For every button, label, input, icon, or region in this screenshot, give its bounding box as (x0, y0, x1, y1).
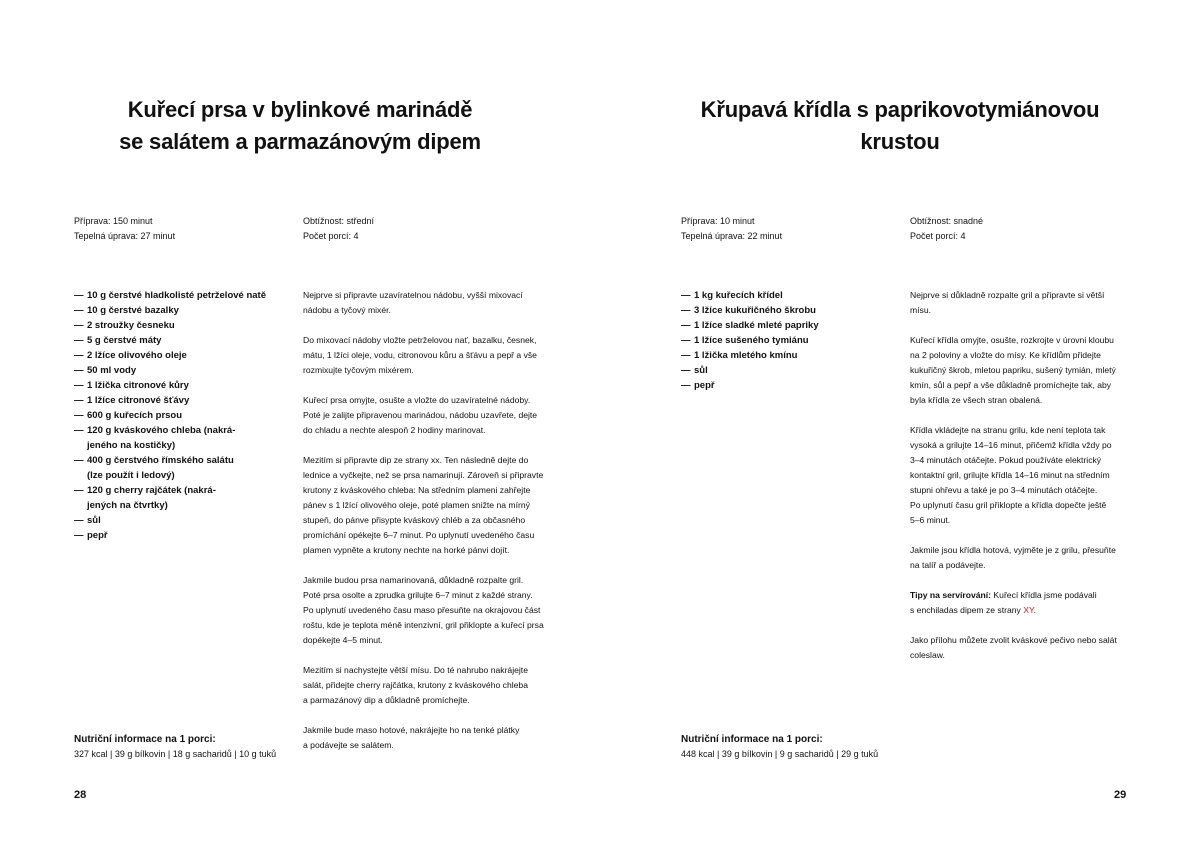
ingredient-item: — 120 g kváskového chleba (nakrá- jeného na kostičky) (74, 423, 274, 453)
method-step: Do mixovací nádoby vložte petrželovou nať, bazalku, česnek, mátu, 1 lžíci oleje, vodu, citronovou kůru a šťávu a pepř a vše rozmixujte tyčovým mixérem. (303, 335, 537, 375)
ingredient-item: — 1 lžička mletého kmínu (681, 348, 881, 363)
ingredient-item: — 1 lžička citronové kůry (74, 378, 274, 393)
ingredient-item: — 10 g čerstvé bazalky (74, 303, 274, 318)
ingredient-item: — 50 ml vody (74, 363, 274, 378)
page-reference: XY (1023, 605, 1034, 615)
nutrition-values: 448 kcal | 39 g bílkovin | 9 g sacharidů | 29 g tuků (681, 749, 879, 759)
difficulty: Obtížnost: střední (303, 216, 375, 226)
method-step: Nejprve si důkladně rozpalte gril a připravte si větší mísu. (910, 290, 1105, 315)
difficulty: Obtížnost: snadné (910, 216, 984, 226)
ingredient-item: — 400 g čerstvého římského salátu (lze použít i ledový) (74, 453, 274, 483)
method-steps (910, 288, 1162, 678)
ingredient-item: — pepř (681, 378, 881, 393)
servings: Počet porcí: 4 (303, 231, 359, 241)
cook-time: Tepelná úprava: 27 minut (74, 231, 176, 241)
method-step: Kuřecí křídla omyjte, osušte, rozkrojte v úrovni kloubu na 2 poloviny a vložte do mísy. Ke křídlům přidejte kukuřičný škrob, mletou papriku, sušený tymián, mletý kmín, sůl a pepř a vše důkladně promíchejte tak, aby byla křídla ze všech stran obalená. (910, 335, 1116, 405)
nutrition-heading: Nutriční informace na 1 porci: (74, 734, 216, 745)
method-step: Kuřecí prsa omyjte, osušte a vložte do uzavíratelné nádoby. Poté je zalijte připravenou marinádou, nádobu uzavřete, dejte do chladu a nechte alespoň 2 hodiny marinovat. (303, 395, 538, 435)
page-number: 28 (74, 789, 87, 801)
prep-time: Příprava: 150 minut (74, 216, 153, 226)
ingredient-item: — 120 g cherry rajčátek (nakrá- jených na čtvrtky) (74, 483, 274, 513)
time-info (74, 214, 175, 244)
serving-tip (910, 588, 1162, 618)
method-step: Jakmile budou prsa namarinovaná, důkladně rozpalte gril. Poté prsa osolte a zprudka grilujte 6–7 minut z každé strany. Po uplynutí uvedeného času maso přesuňte na okrajovou část roštu, kde je teplota méně intenzivní, gril přiklopte a kuřecí prsa dopékejte 4–5 minut. (303, 575, 544, 645)
ingredient-item: — 1 lžíce sušeného tymiánu (681, 333, 881, 348)
title-line: Křupavá křídla s paprikovotymiánovou (700, 97, 1100, 122)
recipe-title (640, 94, 1160, 158)
ingredient-list (74, 288, 274, 543)
ingredient-item: — pepř (74, 528, 274, 543)
tip-label: Tipy na servírování: (910, 590, 992, 600)
nutrition-info (681, 733, 878, 761)
title-line: Kuřecí prsa v bylinkové marinádě (127, 97, 473, 122)
method-step: Nejprve si připravte uzavíratelnou nádobu, vyšší mixovací nádobu a tyčový mixér. (303, 290, 523, 315)
tip-text-end: . (1033, 605, 1036, 615)
recipe-title (40, 94, 560, 158)
time-info (681, 214, 782, 244)
cook-time: Tepelná úprava: 22 minut (681, 231, 783, 241)
title-line: krustou (860, 129, 940, 154)
ingredient-item: — 1 lžíce sladké mleté papriky (681, 318, 881, 333)
nutrition-values: 327 kcal | 39 g bílkovin | 18 g sacharidů | 10 g tuků (74, 749, 277, 759)
ingredient-item: — 2 lžíce olivového oleje (74, 348, 274, 363)
servings: Počet porcí: 4 (910, 231, 966, 241)
prep-time: Příprava: 10 minut (681, 216, 755, 226)
difficulty-info (303, 214, 374, 244)
method-steps (303, 288, 555, 768)
method-step: Jako přílohu můžete zvolit kváskové pečivo nebo salát coleslaw. (910, 635, 1117, 660)
difficulty-info (910, 214, 983, 244)
title-line: se salátem a parmazánovým dipem (119, 129, 481, 154)
tip-text: Kuřecí křídla jsme podávali s enchiladas dipem ze strany (910, 590, 1097, 615)
ingredient-item: — sůl (74, 513, 274, 528)
nutrition-info (74, 733, 276, 761)
page-number: 29 (1114, 789, 1127, 801)
ingredient-item: — sůl (681, 363, 881, 378)
method-step: Mezitím si připravte dip ze strany xx. Ten následně dejte do lednice a vyčkejte, než se prsa namarinují. Zároveň si připravte krutony z kváskového chleba: Na středním plameni zahřejte pánev s 1 lžící olivového oleje, poté plamen snižte na mírný stupeň, do pánve přisypte kváskový chléb a za občasného promíchání opékejte 6–7 minut. Po uplynutí uvedeného času plamen vypněte a krutony nechte na horké pánvi dojít. (303, 455, 544, 555)
ingredient-item: — 5 g čerstvé máty (74, 333, 274, 348)
ingredient-list (681, 288, 881, 393)
ingredient-item: — 1 kg kuřecích křídel (681, 288, 881, 303)
ingredient-item: — 600 g kuřecích prsou (74, 408, 274, 423)
method-step: Jakmile bude maso hotové, nakrájejte ho na tenké plátky a podávejte se salátem. (303, 725, 520, 750)
method-step: Křídla vkládejte na stranu grilu, kde není teplota tak vysoká a grilujte 14–16 minut, přičemž křídla vždy po 3–4 minutách otáčejte. Pokud používáte elektrický kontaktní gril, grilujte křídla 14–16 minut na středním stupni ohřevu a také je po 3–4 minutách otáčejte. Po uplynutí času gril přiklopte a křídla dopečte ještě 5–6 minut. (910, 425, 1112, 525)
ingredient-item: — 1 lžíce citronové šťávy (74, 393, 274, 408)
ingredient-item: — 3 lžíce kukuřičného škrobu (681, 303, 881, 318)
ingredient-item: — 10 g čerstvé hladkolisté petrželové natě (74, 288, 274, 303)
nutrition-heading: Nutriční informace na 1 porci: (681, 734, 823, 745)
ingredient-item: — 2 stroužky česneku (74, 318, 274, 333)
method-step: Jakmile jsou křídla hotová, vyjměte je z grilu, přesuňte na talíř a podávejte. (910, 545, 1116, 570)
method-step: Mezitím si nachystejte větší mísu. Do té nahrubo nakrájejte salát, přidejte cherry rajčátka, krutony z kváskového chleba a parmazánový dip a důkladně promíchejte. (303, 665, 528, 705)
right-page (600, 0, 1200, 847)
